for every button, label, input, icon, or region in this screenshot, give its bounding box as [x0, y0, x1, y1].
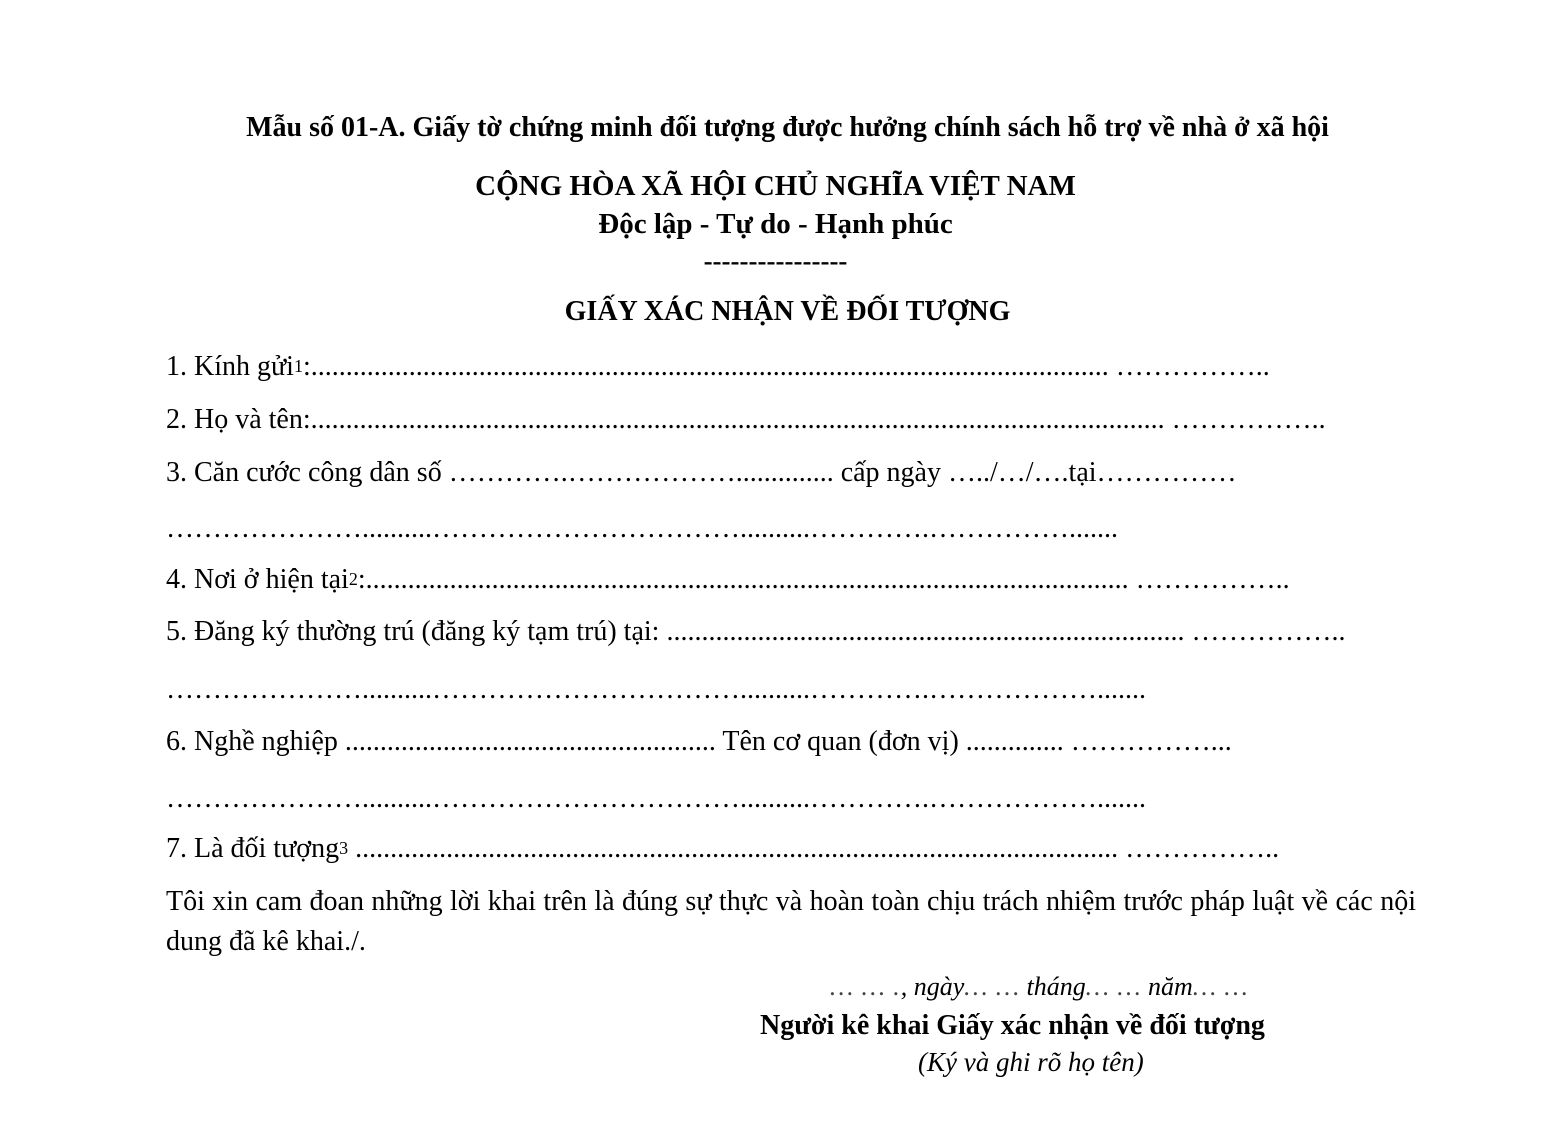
- field-citizen-id-fill: ………….……………….............. cấp ngày …../…/….tại……………: [441, 457, 1237, 488]
- day-dots: … …: [964, 972, 1021, 1001]
- field-recipient-fill: :.................................................................................................................. ……………..: [302, 351, 1270, 382]
- field-subject-type: [166, 832, 1416, 866]
- field-registration-continuation: …………………..........……………………………..........………….……………….......: [166, 674, 1146, 705]
- field-subject-type-fill: ............................................................................................................. ……………..: [348, 833, 1280, 864]
- field-recipient: [166, 350, 1416, 384]
- field-citizen-id-label: 3. Căn cước công dân số: [166, 457, 442, 488]
- commitment-statement: Tôi xin cam đoan những lời khai trên là đúng sự thực và hoàn toàn chịu trách nhiệm trước pháp luật về các nội dung đã kê khai./.: [166, 886, 1416, 957]
- footnote-ref-1: 1: [293, 356, 303, 376]
- signature-date-line: [830, 972, 1249, 1002]
- field-registration: [166, 615, 1416, 649]
- date-thang-label: tháng: [1026, 972, 1086, 1001]
- field-full-name-label: 2. Họ và tên: [166, 404, 303, 435]
- field-citizen-id-continuation: …………………..........……………………………..........………….…………….......: [166, 513, 1118, 544]
- field-full-name: [166, 403, 1416, 437]
- signer-title: Người kê khai Giấy xác nhận về đối tượng: [760, 1010, 1265, 1041]
- place-dots: … … .: [830, 972, 901, 1001]
- footnote-ref-2: 2: [348, 569, 358, 589]
- header-separator: ----------------: [703, 246, 848, 276]
- field-occupation-label: 6. Nghề nghiệp: [166, 726, 338, 757]
- form-title: Mẫu số 01-A. Giấy tờ chứng minh đối tượng được hưởng chính sách hỗ trợ về nhà ở xã hội: [246, 112, 1329, 143]
- field-subject-type-label: 7. Là đối tượng: [166, 833, 340, 864]
- field-citizen-id: [166, 456, 1416, 490]
- field-occupation: [166, 725, 1416, 759]
- field-registration-fill: .......................................................................... ……………..: [659, 616, 1346, 647]
- field-current-residence: [166, 563, 1416, 597]
- national-motto: Độc lập - Tự do - Hạnh phúc: [598, 208, 953, 240]
- signer-note: (Ký và ghi rõ họ tên): [918, 1047, 1144, 1077]
- field-current-residence-fill: :............................................................................................................. ……………..: [357, 564, 1290, 595]
- year-dots: … …: [1192, 972, 1249, 1001]
- field-full-name-fill: :.......................................................................................................................... ……………..: [302, 404, 1326, 435]
- field-occupation-continuation: …………………..........……………………………..........………….……………….......: [166, 783, 1146, 814]
- field-occupation-fill: ..................................................... Tên cơ quan (đơn vị) .............. ……………...: [337, 726, 1232, 757]
- month-dots: … …: [1085, 972, 1142, 1001]
- field-recipient-label: 1. Kính gửi: [166, 351, 294, 382]
- field-registration-label: 5. Đăng ký thường trú (đăng ký tạm trú) tại:: [166, 616, 660, 647]
- nation-name: CỘNG HÒA XÃ HỘI CHỦ NGHĨA VIỆT NAM: [475, 170, 1076, 202]
- date-nam-label: năm: [1148, 972, 1193, 1001]
- document-title: GIẤY XÁC NHẬN VỀ ĐỐI TƯỢNG: [564, 296, 1011, 327]
- footnote-ref-3: 3: [339, 838, 349, 858]
- date-ngay-label: , ngày: [900, 972, 965, 1001]
- field-current-residence-label: 4. Nơi ở hiện tại: [166, 564, 349, 595]
